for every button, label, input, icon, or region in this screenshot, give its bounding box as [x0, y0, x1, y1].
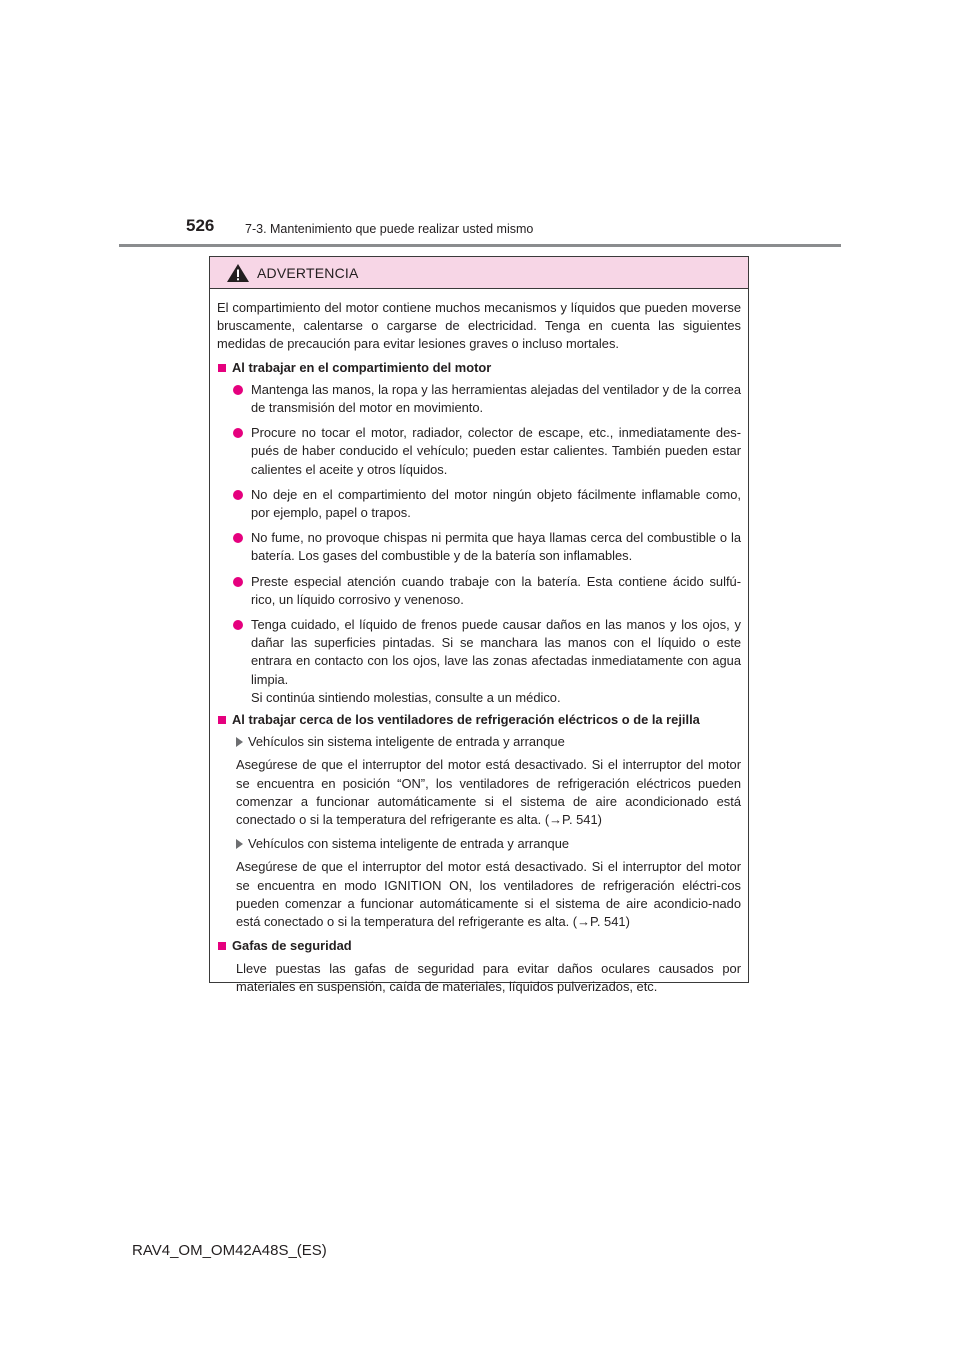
list-item: No fume, no provoque chispas ni permita que haya llamas cerca del combustible o la batería. Los gases del combustible y de la batería son inflamables. [217, 529, 741, 565]
paragraph: Asegúrese de que el interruptor del motor está desactivado. Si el interruptor del motor se encuentra en modo IGNITION ON, los ventiladores de refrigeración eléctri-cos pueden comenzar a funcionar automáticamente si el sistema de aire acondicio-nado está conectado o si la temperatura del refrigerante es alta. (→P. 541) [236, 859, 741, 930]
list-item: No deje en el compartimiento del motor ningún objeto fácilmente inflamable como, por ejemplo, papel o trapos. [217, 486, 741, 522]
circle-bullet-icon [233, 490, 243, 500]
paragraph: Asegúrese de que el interruptor del motor está desactivado. Si el interruptor del motor se encuentra en posición “ON”, los ventiladores de refrigeración eléctricos pueden comenzar a funcionar automáticamente si el sistema de aire acondicionado está conectado o si la temperatura del refrigerante es alta. (→P. 541) [236, 757, 741, 828]
warning-title: ADVERTENCIA [257, 264, 359, 281]
bullet-text: Tenga cuidado, el líquido de frenos puede causar daños en las manos y los ojos, y dañar las superficies pintadas. Si se manchara las manos con el líquido o este entrara en contacto con los ojos, lave las zonas afectadas inmediatamente con agua limpia. [251, 617, 741, 687]
list-item: Procure no tocar el motor, radiador, colector de escape, etc., inmediatamente des-pués de haber conducido el vehículo; pueden estar calientes. También pueden estar calientes el aceite y otros líquidos. [217, 424, 741, 479]
triangle-bullet-icon [236, 737, 243, 747]
sub-heading: Vehículos con sistema inteligente de entrada y arranque [217, 835, 741, 853]
triangle-bullet-icon [236, 839, 243, 849]
warning-box [209, 256, 749, 994]
section-title: 7-3. Mantenimiento que puede realizar usted mismo [245, 222, 534, 236]
paragraph: Lleve puestas las gafas de seguridad para evitar daños oculares causados por materiales en suspensión, caída de materiales, líquidos pulverizados, etc. [236, 960, 741, 994]
circle-bullet-icon [233, 428, 243, 438]
section-heading: Al trabajar en el compartimiento del motor [217, 359, 741, 377]
bullet-note: Si continúa sintiendo molestias, consulte a un médico. [251, 689, 561, 705]
page-number: 526 [186, 216, 215, 235]
circle-bullet-icon [233, 620, 243, 630]
header-divider [119, 244, 841, 247]
section-heading: Gafas de seguridad [217, 937, 741, 955]
list-item: Preste especial atención cuando trabaje con la batería. Esta contiene ácido sulfú-rico, un líquido corrosivo y venenoso. [217, 573, 741, 609]
list-item [217, 616, 741, 707]
warning-header [210, 257, 748, 289]
square-bullet-icon [218, 942, 226, 950]
circle-bullet-icon [233, 577, 243, 587]
square-bullet-icon [218, 364, 226, 372]
warning-triangle-icon [226, 263, 250, 283]
circle-bullet-icon [233, 533, 243, 543]
warning-content [210, 289, 748, 996]
list-item: Mantenga las manos, la ropa y las herramientas alejadas del ventilador y de la correa de transmisión del motor en movimiento. [217, 381, 741, 417]
warning-intro: El compartimiento del motor contiene muchos mecanismos y líquidos que pueden moverse bruscamente, calentarse o cargarse de electricidad. Tenga en cuenta las siguientes medidas de precaución para evitar lesiones graves o incluso mortales. [217, 300, 741, 352]
sub-heading: Vehículos sin sistema inteligente de entrada y arranque [217, 733, 741, 751]
document-code: RAV4_OM_OM42A48S_(ES) [132, 1242, 327, 1259]
section-heading: Al trabajar cerca de los ventiladores de refrigeración eléctricos o de la rejilla [217, 711, 741, 729]
square-bullet-icon [218, 716, 226, 724]
circle-bullet-icon [233, 385, 243, 395]
